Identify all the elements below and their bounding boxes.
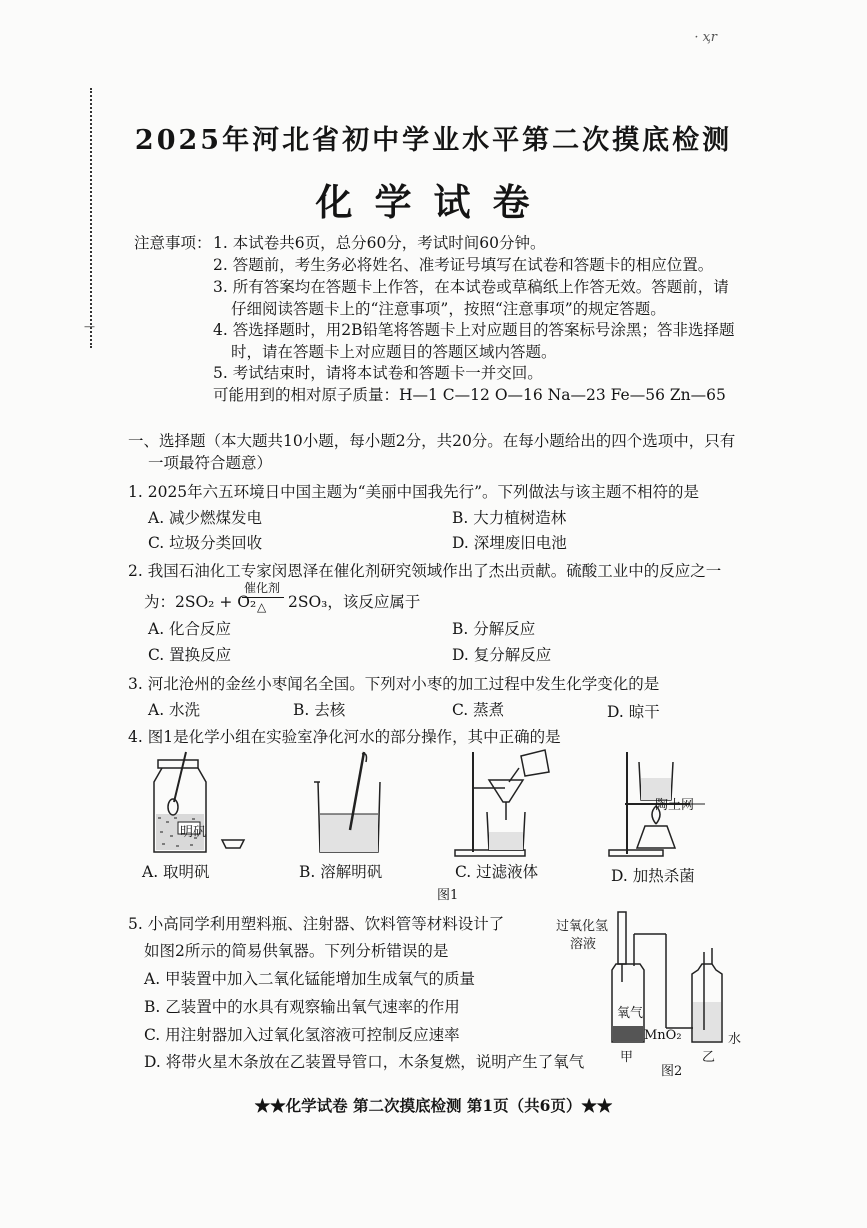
q1-option-d: D. 深埋废旧电池 [452,534,567,552]
q2-stem: 2. 我国石油化工专家闵恩泽在催化剂研究领域作出了杰出贡献。硫酸工业中的反应之一 [128,562,722,580]
corner-mark: · ҳr [694,30,717,45]
notice-label: 注意事项： [134,234,212,252]
q2-reaction-arrow [242,597,284,598]
atomic-masses: 可能用到的相对原子质量：H—1 C—12 O—16 Na—23 Fe—56 Zn—65 [213,386,726,404]
page-footer: ★★化学试卷 第二次摸底检测 第1页（共6页）★★ [254,1096,613,1115]
fig2-label-oxygen: 氧气 [617,1006,644,1021]
q5-stem-line-1: 5. 小高同学利用塑料瓶、注射器、饮料管等材料设计了 [128,915,505,933]
notice-line-4: 4. 答选择题时，用2B铅笔将答题卡上对应题目的答案标号涂黑；答非选择题 [213,321,735,339]
q2-option-b: B. 分解反应 [452,620,536,638]
q3-stem: 3. 河北沧州的金丝小枣闻名全国。下列对小枣的加工过程中发生化学变化的是 [128,675,660,693]
notice-line-3-cont: 仔细阅读答题卡上的“注意事项”，按照“注意事项”的规定答题。 [231,300,666,318]
q3-option-a: A. 水洗 [148,701,201,719]
fig2-label-jia: 甲 [620,1050,634,1065]
q2-equation-right: 2SO₃，该反应属于 [288,593,421,611]
fig2-label-water: 水 [728,1032,742,1047]
q5-option-b: B. 乙装置中的水具有观察输出氧气速率的作用 [144,998,460,1016]
fig1-gauze-label: 陶土网 [655,798,695,813]
notice-line-2: 2. 答题前，考生务必将姓名、准考证号填写在试卷和答题卡的相应位置。 [213,256,714,274]
section-heading-cont: 一项最符合题意） [148,454,273,472]
q4-option-a: A. 取明矾 [142,863,210,881]
q3-option-d: D. 晾干 [607,703,660,721]
exam-title: 2025年河北省初中学业水平第二次摸底检测 [134,125,733,156]
figure-2-caption: 图2 [661,1064,683,1079]
q2-option-d: D. 复分解反应 [452,646,552,664]
subject-title: 化学试卷 [315,180,552,224]
fig2-label-peroxide: 过氧化氢 [556,919,609,934]
q2-option-c: C. 置换反应 [148,646,232,664]
binding-mark: — [84,320,95,333]
fig1-b-beaker-illustration [310,752,390,857]
fig1-c-filtration-illustration [445,748,555,858]
q4-option-c: C. 过滤液体 [455,863,539,881]
fig2-label-solution: 溶液 [570,937,597,952]
fig2-label-mno2: MnO₂ [644,1028,682,1043]
q3-option-c: C. 蒸煮 [452,701,505,719]
q2-catalyst: 催化剂 [244,581,281,595]
q4-option-d: D. 加热杀菌 [611,867,695,885]
q2-option-a: A. 化合反应 [148,620,232,638]
fig2-label-yi: 乙 [702,1050,716,1065]
q5-option-d: D. 将带火星木条放在乙装置导管口，木条复燃，说明产生了氧气 [144,1053,585,1071]
notice-line-1: 1. 本试卷共6页，总分60分，考试时间60分钟。 [213,234,546,252]
notice-line-5: 5. 考试结束时，请将本试卷和答题卡一并交回。 [213,364,543,382]
q5-option-c: C. 用注射器加入过氧化氢溶液可控制反应速率 [144,1026,460,1044]
q1-option-c: C. 垃圾分类回收 [148,534,263,552]
q5-option-a: A. 甲装置中加入二氧化锰能增加生成氧气的质量 [144,970,476,988]
notice-line-3: 3. 所有答案均在答题卡上作答，在本试卷或草稿纸上作答无效。答题前，请 [213,278,729,296]
notice-line-4-cont: 时，请在答题卡上对应题目的答题区域内答题。 [231,343,557,361]
fig1-jar-label: 明矾 [180,825,207,840]
q2-heat-sign: △ [257,600,267,614]
section-heading: 一、选择题（本大题共10小题，每小题2分，共20分。在每小题给出的四个选项中，只有 [128,432,736,450]
q4-stem: 4. 图1是化学小组在实验室净化河水的部分操作，其中正确的是 [128,728,561,746]
figure-1-caption: 图1 [437,888,459,903]
q1-option-a: A. 减少燃煤发电 [148,509,263,527]
q5-stem-line-2: 如图2所示的简易供氧器。下列分析错误的是 [144,942,449,960]
q2-equation-left: 为：2SO₂ + O₂ [144,593,257,611]
fig1-a-jar-illustration [140,752,250,857]
q4-option-b: B. 溶解明矾 [299,863,383,881]
q1-stem: 1. 2025年六五环境日中国主题为“美丽中国我先行”。下列做法与该主题不相符的是 [128,483,700,501]
q1-option-b: B. 大力植树造林 [452,509,567,527]
q3-option-b: B. 去核 [293,701,346,719]
